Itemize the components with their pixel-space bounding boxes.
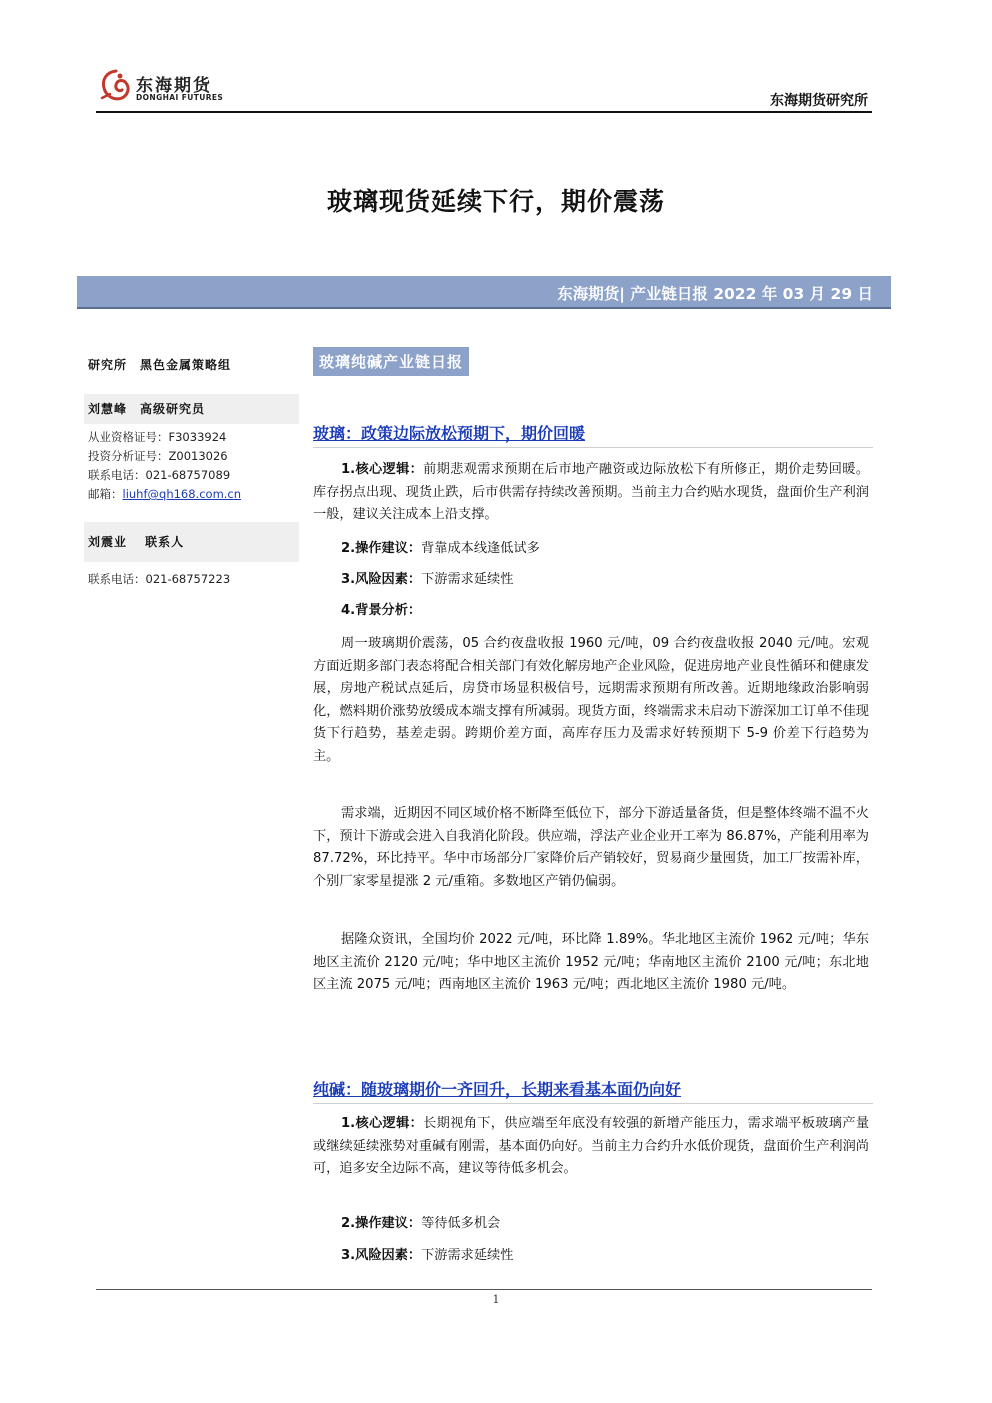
soda-logic-text: 长期视角下，供应端至年底没有较强的新增产能压力，需求端平板玻璃产量或继续延续涨势对重碱有刚需，基本面仍向好。当前主力合约升水低价现货，盘面价生产利润尚可，追多安全边际不高，建议等待低多机会。 bbox=[313, 1116, 870, 1177]
analyst-phone: 联系电话：021-68757089 bbox=[88, 468, 231, 482]
soda-core-logic bbox=[313, 1113, 869, 1181]
soda-heading-link[interactable]: 纯碱：随玻璃期价一齐回升，长期来看基本面仍向好 bbox=[313, 1080, 682, 1099]
research-group: 研究所 黑色金属策略组 bbox=[88, 358, 232, 372]
footer-divider bbox=[96, 1289, 872, 1290]
glass-risk-label: 3.风险因素： bbox=[341, 572, 422, 587]
glass-heading bbox=[313, 421, 873, 448]
report-tag: 玻璃纯碱产业链日报 bbox=[313, 347, 469, 376]
glass-risk-text: 下游需求延续性 bbox=[421, 572, 514, 587]
analyst-name: 刘慧峰 高级研究员 bbox=[84, 394, 299, 424]
email-link[interactable]: liuhf@qh168.com.cn bbox=[122, 487, 242, 501]
dragon-logo-icon bbox=[98, 68, 134, 104]
glass-logic-text: 前期悲观需求预期在后市地产融资或边际放松下有所修正，期价走势回暖。库存拐点出现、现货止跌，后市供需存持续改善预期。当前主力合约贴水现货，盘面价生产利润一般，建议关注成本上沿支撑。 bbox=[313, 462, 870, 523]
soda-advice-label: 2.操作建议： bbox=[341, 1216, 422, 1231]
soda-heading bbox=[313, 1077, 873, 1104]
investment-number: 投资分析证号：Z0013026 bbox=[88, 449, 228, 463]
glass-risk bbox=[313, 569, 869, 592]
glass-advice bbox=[313, 538, 869, 561]
glass-advice-label: 2.操作建议： bbox=[341, 541, 422, 556]
report-banner bbox=[77, 276, 891, 309]
logo-text-cn: 东海期货 bbox=[136, 76, 212, 96]
soda-advice bbox=[313, 1213, 869, 1236]
header-divider bbox=[96, 111, 872, 113]
contact-name: 刘震业 联系人 bbox=[84, 522, 299, 562]
author-sidebar bbox=[84, 350, 299, 589]
glass-advice-text: 背靠成本线逢低试多 bbox=[421, 541, 540, 556]
soda-risk-text: 下游需求延续性 bbox=[421, 1248, 514, 1263]
glass-heading-link[interactable]: 玻璃：政策边际放松预期下，期价回暖 bbox=[313, 424, 586, 443]
soda-risk bbox=[313, 1245, 869, 1268]
header-institute: 东海期货研究所 bbox=[770, 93, 868, 109]
email-label: 邮箱： bbox=[88, 487, 123, 501]
logo-text-en: DONGHAI FUTURES bbox=[136, 93, 224, 102]
glass-bg-label: 4.背景分析： bbox=[341, 603, 422, 618]
glass-background-p2: 需求端，近期因不同区域价格不断降至低位下，部分下游适量备货，但是整体终端不温不火下，预计下游或会进入自我消化阶段。供应端，浮法产业企业开工率为 86.87%，产能利用率为 87.72%，环比持平。华中市场部分厂家降价后产销较好，贸易商少量囤货，加工厂按需补库，个别厂家零星提涨 2 元/重箱。多数地区产销仍偏弱。 bbox=[313, 806, 869, 889]
glass-core-logic bbox=[313, 459, 869, 527]
qualification-number: 从业资格证号：F3033924 bbox=[88, 430, 227, 444]
glass-background-p1: 周一玻璃期价震荡，05 合约夜盘收报 1960 元/吨，09 合约夜盘收报 2040 元/吨。宏观方面近期多部门表态将配合相关部门有效化解房地产企业风险，促进房地产业良性循环和健康发展，房地产税试点延后，房贷市场显积极信号，远期需求预期有所改善。近期地缘政治影响弱化，燃料期价涨势放缓成本端支撑有所减弱。现货方面，终端需求未启动下游深加工订单不佳现货下行趋势，基差走弱。跨期价差方面，高库存压力及需求好转预期下 5-9 价差下行趋势为主。 bbox=[313, 636, 869, 764]
report-body bbox=[313, 347, 873, 1263]
contact-phone: 联系电话：021-68757223 bbox=[88, 572, 231, 586]
analyst-email-line bbox=[84, 485, 299, 504]
glass-logic-label: 1.核心逻辑： bbox=[341, 462, 424, 477]
soda-advice-text: 等待低多机会 bbox=[421, 1216, 501, 1231]
glass-background-p3: 据隆众资讯，全国均价 2022 元/吨，环比降 1.89%。华北地区主流价 1962 元/吨；华东地区主流价 2120 元/吨；华中地区主流价 1952 元/吨；华南地区主流价 2100 元/吨；东北地区主流 2075 元/吨；西南地区主流价 1963 元/吨；西北地区主流价 1980 元/吨。 bbox=[313, 932, 869, 993]
report-title: 玻璃现货延续下行，期价震荡 bbox=[326, 187, 665, 216]
donghai-logo bbox=[98, 68, 228, 110]
page-number: 1 bbox=[492, 1293, 500, 1306]
banner-text: 东海期货| 产业链日报 2022 年 03 月 29 日 bbox=[557, 285, 873, 303]
soda-logic-label: 1.核心逻辑： bbox=[341, 1116, 424, 1131]
glass-background-label bbox=[313, 600, 869, 623]
soda-risk-label: 3.风险因素： bbox=[341, 1248, 422, 1263]
